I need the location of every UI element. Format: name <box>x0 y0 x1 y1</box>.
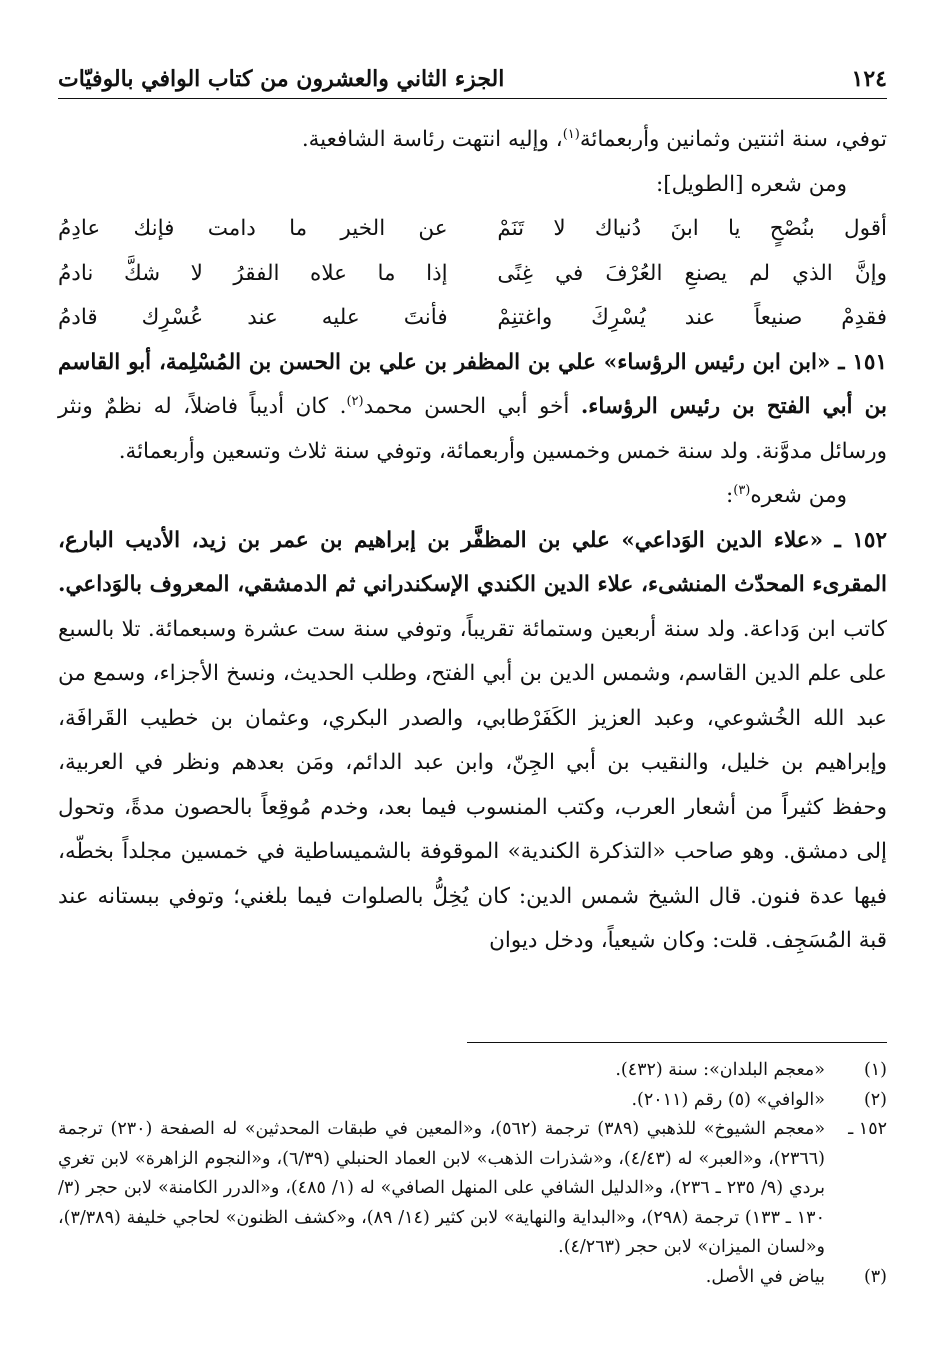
entry-151-poem-intro <box>58 474 887 519</box>
entry-151-text-cont: . كان أديباً فاضلاً، له نظمٌ ونثر ورسائل مدوَّنة. ولد سنة خمس وخمسين وأربعمائة، وتوفي سنة ثلاث وتسعين وأربعمائة. <box>58 394 887 464</box>
footnote-number: (١) <box>863 1060 887 1080</box>
footnotes <box>58 1056 887 1292</box>
footnote-text: بياض في الأصل. <box>705 1266 825 1287</box>
footnote-number: (٢) <box>863 1089 887 1110</box>
footnote <box>58 1086 887 1116</box>
verse <box>58 207 887 252</box>
entry-152-heading: ١٥٢ ـ «علاء الدين الوَداعي» علي بن المظفَّر بن إبراهيم بن عمر بن زيد، الأديب البارع، المقرىء المحدّث المنشىء، علاء الدين الكندي الإسكندراني ثم الدمشقي، المعروف بالوَداعي. <box>58 527 887 597</box>
verse-first-hemistich: أقول بنُصْحٍ يا ابنَ دُنياك لا تَنَمْ <box>497 216 887 241</box>
footnote-number: (٣) <box>863 1266 887 1287</box>
verse-second-hemistich: عن الخير ما دامت فإنك عادِمُ <box>58 216 448 241</box>
poem-intro-text: ومن شعره <box>750 483 847 508</box>
page-header <box>58 58 887 99</box>
verse <box>58 252 887 297</box>
verse-second-hemistich: إذا ما علاه الفقرُ لا شكَّ نادمُ <box>58 260 448 286</box>
poem-intro-colon: : <box>725 483 734 508</box>
poem <box>58 207 887 341</box>
page-number: ١٢٤ <box>851 66 887 92</box>
footnote-ref-1[interactable]: (١) <box>562 126 580 142</box>
footnote <box>58 1263 887 1293</box>
intro-paragraph <box>58 118 887 163</box>
footnote-number: ١٥٢ ـ <box>848 1119 887 1139</box>
footnote-text: «معجم الشيوخ» للذهبي (٣٨٩) ترجمة (٥٦٢)، و«المعين في طبقات المحدثين» له الصفحة (٢٣٠) ترجمة (٢٣٦٦)، و«العبر» له (٤/٤٣)، و«شذرات الذهب» لابن العماد الحنبلي (٦/٣٩)، و«النجوم الزاهرة» لابن تغري بردي (٩/ ٢٣٥ ـ ٢٣٦)، و«الدليل الشافي على المنهل الصافي» له (١/ ٤٨٥)، و«الدرر الكامنة» لابن حجر (٣/ ١٣٠ ـ ١٣٣) ترجمة (٢٩٨)، و«البداية والنهاية» لابن كثير (١٤/ ٨٩)، و«كشف الظنون» لحاجي خليفة (٣/٣٨٩)، و«لسان الميزان» لابن حجر (٤/٢٦٣). <box>58 1119 826 1257</box>
main-text <box>58 118 887 964</box>
entry-151 <box>58 341 887 475</box>
footnote-text: «معجم البلدان»: سنة (٤٣٢). <box>615 1060 825 1080</box>
entry-152-text: كاتب ابن وَداعة. ولد سنة أربعين وستمائة تقريباً، وتوفي سنة ست عشرة وسبعمائة. تلا بالسبع على علم الدين القاسم، وشمس الدين بن أبي الفتح، وطلب الحديث، ونسخ الأجزاء، وسمع من عبد الله الخُشوعي، وعبد العزيز الكَفَرْطابي، والصدر البكري، وعثمان بن خطيب القَرافَة، وإبراهيم بن خليل، والنقيب بن أبي الجِنّ، وابن عبد الدائم، ومَن بعدهم ونظر في العربية، وحفظ كثيراً من أشعار العرب، وكتب المنسوب فيما بعد، وخدم مُوقِعاً بالحصون مدةً، وتحول إلى دمشق. وهو صاحب «التذكرة الكندية» الموقوفة بالشميساطية في خمسين مجلداً بخطّه، فيها عدة فنون. قال الشيخ شمس الدين: كان يُخِلُّ بالصلوات فيما بلغني؛ وتوفي ببستانه عند قبة المُسَجِف. قلت: وكان شيعياً، ودخل ديوان <box>58 616 887 953</box>
verse-first-hemistich: وإنَّ الذي لم يصنعِ العُرْفَ في غِنًى <box>497 260 887 286</box>
footnote <box>58 1115 887 1263</box>
running-title: الجزء الثاني والعشرون من كتاب الوافي بالوفيّات <box>58 66 505 92</box>
entry-152 <box>58 519 887 964</box>
verse-second-hemistich: فأنتَ عليه عند عُسْرِك قادمُ <box>58 305 448 330</box>
footnote-ref-2[interactable]: (٢) <box>346 393 364 409</box>
footnote-ref-3[interactable]: (٣) <box>733 482 751 498</box>
verse <box>58 296 887 341</box>
footnote-divider <box>467 1042 887 1043</box>
poem-intro: ومن شعره [الطويل]: <box>655 171 847 197</box>
entry-151-text: أخو أبي الحسن محمد <box>363 394 581 419</box>
intro-text: توفي، سنة اثنتين وثمانين وأربعمائة <box>579 127 887 152</box>
footnote <box>58 1056 887 1086</box>
footnote-text: «الوافي» (٥) رقم (٢٠١١). <box>631 1089 825 1110</box>
intro-rest: ، وإليه انتهت رئاسة الشافعية. <box>301 127 563 152</box>
entry-151-heading: ١٥١ ـ «ابن ابن رئيس الرؤساء» علي بن المظفر بن علي بن الحسن بن المُسْلِمة، أبو القاسم بن أبي الفتح بن رئيس الرؤساء. <box>58 349 888 419</box>
verse-first-hemistich: فقدِمْ صنيعاً عند يُسْرِكَ واغتنِمْ <box>497 305 887 330</box>
